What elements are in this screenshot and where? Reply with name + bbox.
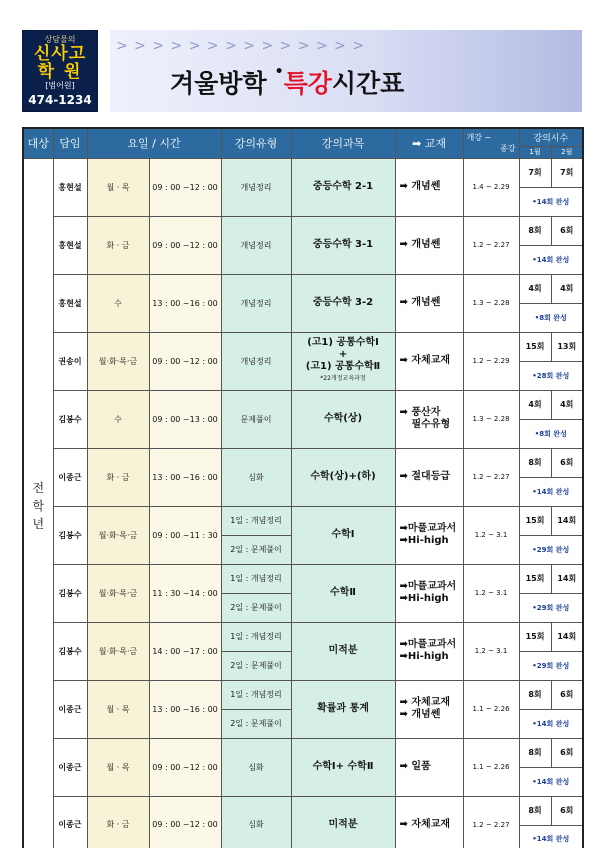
count-jan: 8회 [519,738,551,767]
total-sessions: •14회 완성 [519,187,583,216]
book-line1: ➡ 풍산자 [399,407,441,418]
time-cell: 13 : 00 ~16 : 00 [149,274,221,332]
logo-name-line2: 학원 [37,62,91,82]
book-cell: ➡ 자체교재 [395,796,463,848]
count-jan: 15회 [519,622,551,651]
count-feb: 6회 [551,680,583,709]
arrow-decoration: > > > > > > > > > > > > > > [116,38,366,54]
day-cell: 월·화·목·금 [87,506,149,564]
course-cell: 확률과 통계 [291,680,395,738]
title-bullet-icon: • [274,64,284,80]
header-period [463,128,519,158]
count-feb: 14회 [551,622,583,651]
title-banner [110,30,582,112]
day-cell: 월·화·목·금 [87,564,149,622]
title-highlight: 특강 [283,69,332,98]
count-feb: 6회 [551,738,583,767]
count-feb: 4회 [551,274,583,303]
type-cell: 심화 [221,448,291,506]
book-line2: ➡Hi-high [399,651,449,662]
count-jan: 15회 [519,564,551,593]
target-cell [23,158,53,848]
teacher-cell: 김봉수 [53,564,87,622]
count-feb: 13회 [551,332,583,361]
course-cell: 수학(상) [291,390,395,448]
book-line1: ➡마플교과서 [399,639,457,650]
count-jan: 4회 [519,274,551,303]
type-cell-day1: 1일 : 개념정리 [221,506,291,535]
count-feb: 6회 [551,448,583,477]
header-daytime: 요일 / 시간 [87,128,221,158]
day-cell: 화 · 금 [87,216,149,274]
teacher-cell: 이종근 [53,448,87,506]
course-cell: 미적분 [291,622,395,680]
type-cell-day1: 1일 : 개념정리 [221,564,291,593]
book-cell: ➡ 개념쎈 [395,216,463,274]
period-cell: 1.2 ~ 2.27 [463,796,519,848]
day-cell: 화 · 금 [87,448,149,506]
time-cell: 09 : 00 ~13 : 00 [149,390,221,448]
count-jan: 15회 [519,506,551,535]
header-teacher: 담임 [53,128,87,158]
teacher-cell: 김봉수 [53,622,87,680]
course-cell: 중등수학 3-1 [291,216,395,274]
time-cell: 11 : 30 ~14 : 00 [149,564,221,622]
time-cell: 09 : 00 ~11 : 30 [149,506,221,564]
book-line2: ➡Hi-high [399,593,449,604]
day-cell: 화 · 금 [87,796,149,848]
course-line1: (고1) 공통수학Ⅰ [307,337,379,348]
count-feb: 6회 [551,216,583,245]
count-feb: 14회 [551,564,583,593]
teacher-cell: 홍현설 [53,274,87,332]
header-month1: 1월 [519,146,551,158]
count-feb: 6회 [551,796,583,825]
course-note: *22개정교육과정 [320,375,366,382]
teacher-cell: 이종근 [53,796,87,848]
book-cell: ➡ 절대등급 [395,448,463,506]
type-cell-day2: 2일 : 문제풀이 [221,651,291,680]
course-cell: 중등수학 3-2 [291,274,395,332]
course-line3: (고1) 공통수학Ⅱ [305,361,381,372]
teacher-cell: 김봉수 [53,506,87,564]
book-cell [395,506,463,564]
timetable [22,127,584,848]
count-feb: 7회 [551,158,583,187]
book-cell [395,622,463,680]
type-cell-day1: 1일 : 개념정리 [221,680,291,709]
type-cell: 심화 [221,738,291,796]
day-cell: 월 · 목 [87,680,149,738]
logo-branch: [범어원] [45,81,75,90]
book-cell: ➡ 일품 [395,738,463,796]
header-count: 강의시수 [519,128,583,146]
period-cell: 1.2 ~ 3.1 [463,622,519,680]
type-cell-day1: 1일 : 개념정리 [221,622,291,651]
book-line1: ➡마플교과서 [399,523,457,534]
header-type: 강의유형 [221,128,291,158]
book-cell [395,390,463,448]
total-sessions: •29회 완성 [519,593,583,622]
target-label: 전 학 년 [32,480,45,531]
period-cell: 1.2 ~ 3.1 [463,506,519,564]
book-line1: ➡ 자체교재 [399,697,451,708]
total-sessions: •14회 완성 [519,477,583,506]
count-jan: 15회 [519,332,551,361]
day-cell: 수 [87,274,149,332]
time-cell: 09 : 00 ~12 : 00 [149,158,221,216]
count-feb: 14회 [551,506,583,535]
count-jan: 8회 [519,796,551,825]
header-course: 강의과목 [291,128,395,158]
time-cell: 14 : 00 ~17 : 00 [149,622,221,680]
period-cell: 1.2 ~ 3.1 [463,564,519,622]
book-line2: ➡Hi-high [399,535,449,546]
time-cell: 13 : 00 ~16 : 00 [149,680,221,738]
count-jan: 4회 [519,390,551,419]
type-cell-day2: 2일 : 문제풀이 [221,709,291,738]
logo-phone: 474-1234 [28,93,92,107]
type-cell: 문제풀이 [221,390,291,448]
count-jan: 7회 [519,158,551,187]
period-cell: 1.1 ~ 2.26 [463,738,519,796]
header-period-line2: 종강 [500,144,516,154]
day-cell: 월 · 목 [87,158,149,216]
count-jan: 8회 [519,680,551,709]
title-prefix: 겨울방학 [170,69,267,98]
period-cell: 1.3 ~ 2.28 [463,390,519,448]
course-cell: 미적분 [291,796,395,848]
period-cell: 1.1 ~ 2.26 [463,680,519,738]
day-cell: 월·화·목·금 [87,622,149,680]
book-line1: ➡마플교과서 [399,581,457,592]
time-cell: 09 : 00 ~12 : 00 [149,332,221,390]
course-cell: 수학Ⅰ+ 수학Ⅱ [291,738,395,796]
time-cell: 09 : 00 ~12 : 00 [149,738,221,796]
timetable-container [22,127,582,848]
header-book: ➡ 교재 [395,128,463,158]
time-cell: 09 : 00 ~12 : 00 [149,796,221,848]
course-cell: 수학Ⅱ [291,564,395,622]
course-cell [291,332,395,390]
time-cell: 13 : 00 ~16 : 00 [149,448,221,506]
total-sessions: •8회 완성 [519,303,583,332]
teacher-cell: 김봉수 [53,390,87,448]
count-jan: 8회 [519,216,551,245]
total-sessions: •14회 완성 [519,767,583,796]
type-cell: 심화 [221,796,291,848]
book-cell: ➡ 개념쎈 [395,274,463,332]
teacher-cell: 홍현설 [53,216,87,274]
total-sessions: •28회 완성 [519,361,583,390]
teacher-cell: 이종근 [53,680,87,738]
period-cell: 1.3 ~ 2.28 [463,274,519,332]
course-line2: + [338,349,348,360]
total-sessions: •14회 완성 [519,245,583,274]
logo-name-line1: 신사고 [33,44,87,64]
total-sessions: •29회 완성 [519,651,583,680]
count-feb: 4회 [551,390,583,419]
teacher-cell: 홍현설 [53,158,87,216]
course-cell: 중등수학 2-1 [291,158,395,216]
page-title [170,64,404,100]
teacher-cell: 이종근 [53,738,87,796]
day-cell: 월·화·목·금 [87,332,149,390]
total-sessions: •29회 완성 [519,535,583,564]
page-header [22,30,582,112]
book-cell [395,680,463,738]
logo-tagline: 상담물의 [44,35,76,44]
book-line2: ➡ 개념쎈 [399,709,441,720]
type-cell: 개념정리 [221,216,291,274]
course-cell: 수학Ⅰ [291,506,395,564]
type-cell: 개념정리 [221,332,291,390]
type-cell: 개념정리 [221,274,291,332]
type-cell-day2: 2일 : 문제풀이 [221,593,291,622]
count-jan: 8회 [519,448,551,477]
total-sessions: •8회 완성 [519,419,583,448]
academy-logo [22,30,98,112]
header-month2: 2월 [551,146,583,158]
header-period-line1: 개강 ~ [466,133,492,143]
total-sessions: •14회 완성 [519,825,583,848]
book-line2: 필수유형 [411,419,451,430]
book-cell: ➡ 자체교재 [395,332,463,390]
time-cell: 09 : 00 ~12 : 00 [149,216,221,274]
type-cell-day2: 2일 : 문제풀이 [221,535,291,564]
type-cell: 개념정리 [221,158,291,216]
period-cell: 1.2 ~ 2.27 [463,448,519,506]
day-cell: 수 [87,390,149,448]
title-suffix: 시간표 [331,69,405,98]
period-cell: 1.4 ~ 2.29 [463,158,519,216]
period-cell: 1.2 ~ 2.29 [463,332,519,390]
header-target: 대상 [23,128,53,158]
period-cell: 1.2 ~ 2.27 [463,216,519,274]
teacher-cell: 권송이 [53,332,87,390]
day-cell: 월 · 목 [87,738,149,796]
course-cell: 수학(상)+(하) [291,448,395,506]
book-cell: ➡ 개념쎈 [395,158,463,216]
book-cell [395,564,463,622]
total-sessions: •14회 완성 [519,709,583,738]
